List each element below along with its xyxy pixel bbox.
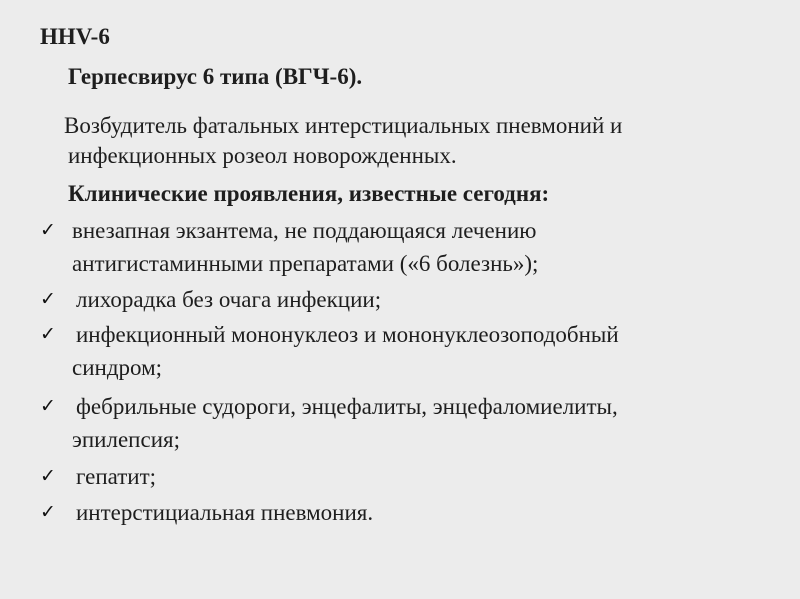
list-item-line: гепатит; <box>76 464 157 489</box>
intro-line-1: Возбудитель фатальных интерстициальных пневмоний и <box>64 113 623 138</box>
list-item-line: лихорадка без очага инфекции; <box>76 287 382 312</box>
list-item-text <box>76 496 373 529</box>
slide-subheading: Герпесвирус 6 типа (ВГЧ-6). <box>68 64 363 89</box>
checkmark-icon: ✓ <box>40 288 56 310</box>
list-item-text <box>72 390 618 456</box>
intro-paragraph <box>64 111 622 171</box>
checkmark-icon: ✓ <box>40 395 56 417</box>
checkmark-icon: ✓ <box>40 219 56 241</box>
list-item-line: внезапная экзантема, не поддающаяся лечению <box>72 218 537 243</box>
checkmark-icon: ✓ <box>40 465 56 487</box>
clinical-manifestations-title: Клинические проявления, известные сегодня: <box>68 181 550 206</box>
list-item-line: интерстициальная пневмония. <box>76 500 374 525</box>
list-item-line: инфекционный мононуклеоз и мононуклеозоподобный <box>76 322 619 347</box>
checkmark-icon: ✓ <box>40 323 56 345</box>
list-item-line: синдром; <box>72 355 163 380</box>
list-item-text <box>76 283 381 316</box>
list-item-text <box>72 318 619 384</box>
list-item-line: антигистаминными препаратами («6 болезнь»); <box>72 251 539 276</box>
list-item-line: фебрильные судороги, энцефалиты, энцефаломиелиты, <box>76 394 618 419</box>
checkmark-icon: ✓ <box>40 501 56 523</box>
slide-heading: HHV-6 <box>40 24 110 49</box>
intro-line-2: инфекционных розеол новорожденных. <box>68 143 457 168</box>
list-item-line: эпилепсия; <box>72 427 180 452</box>
list-item-text <box>72 214 538 280</box>
list-item-text <box>76 460 156 493</box>
